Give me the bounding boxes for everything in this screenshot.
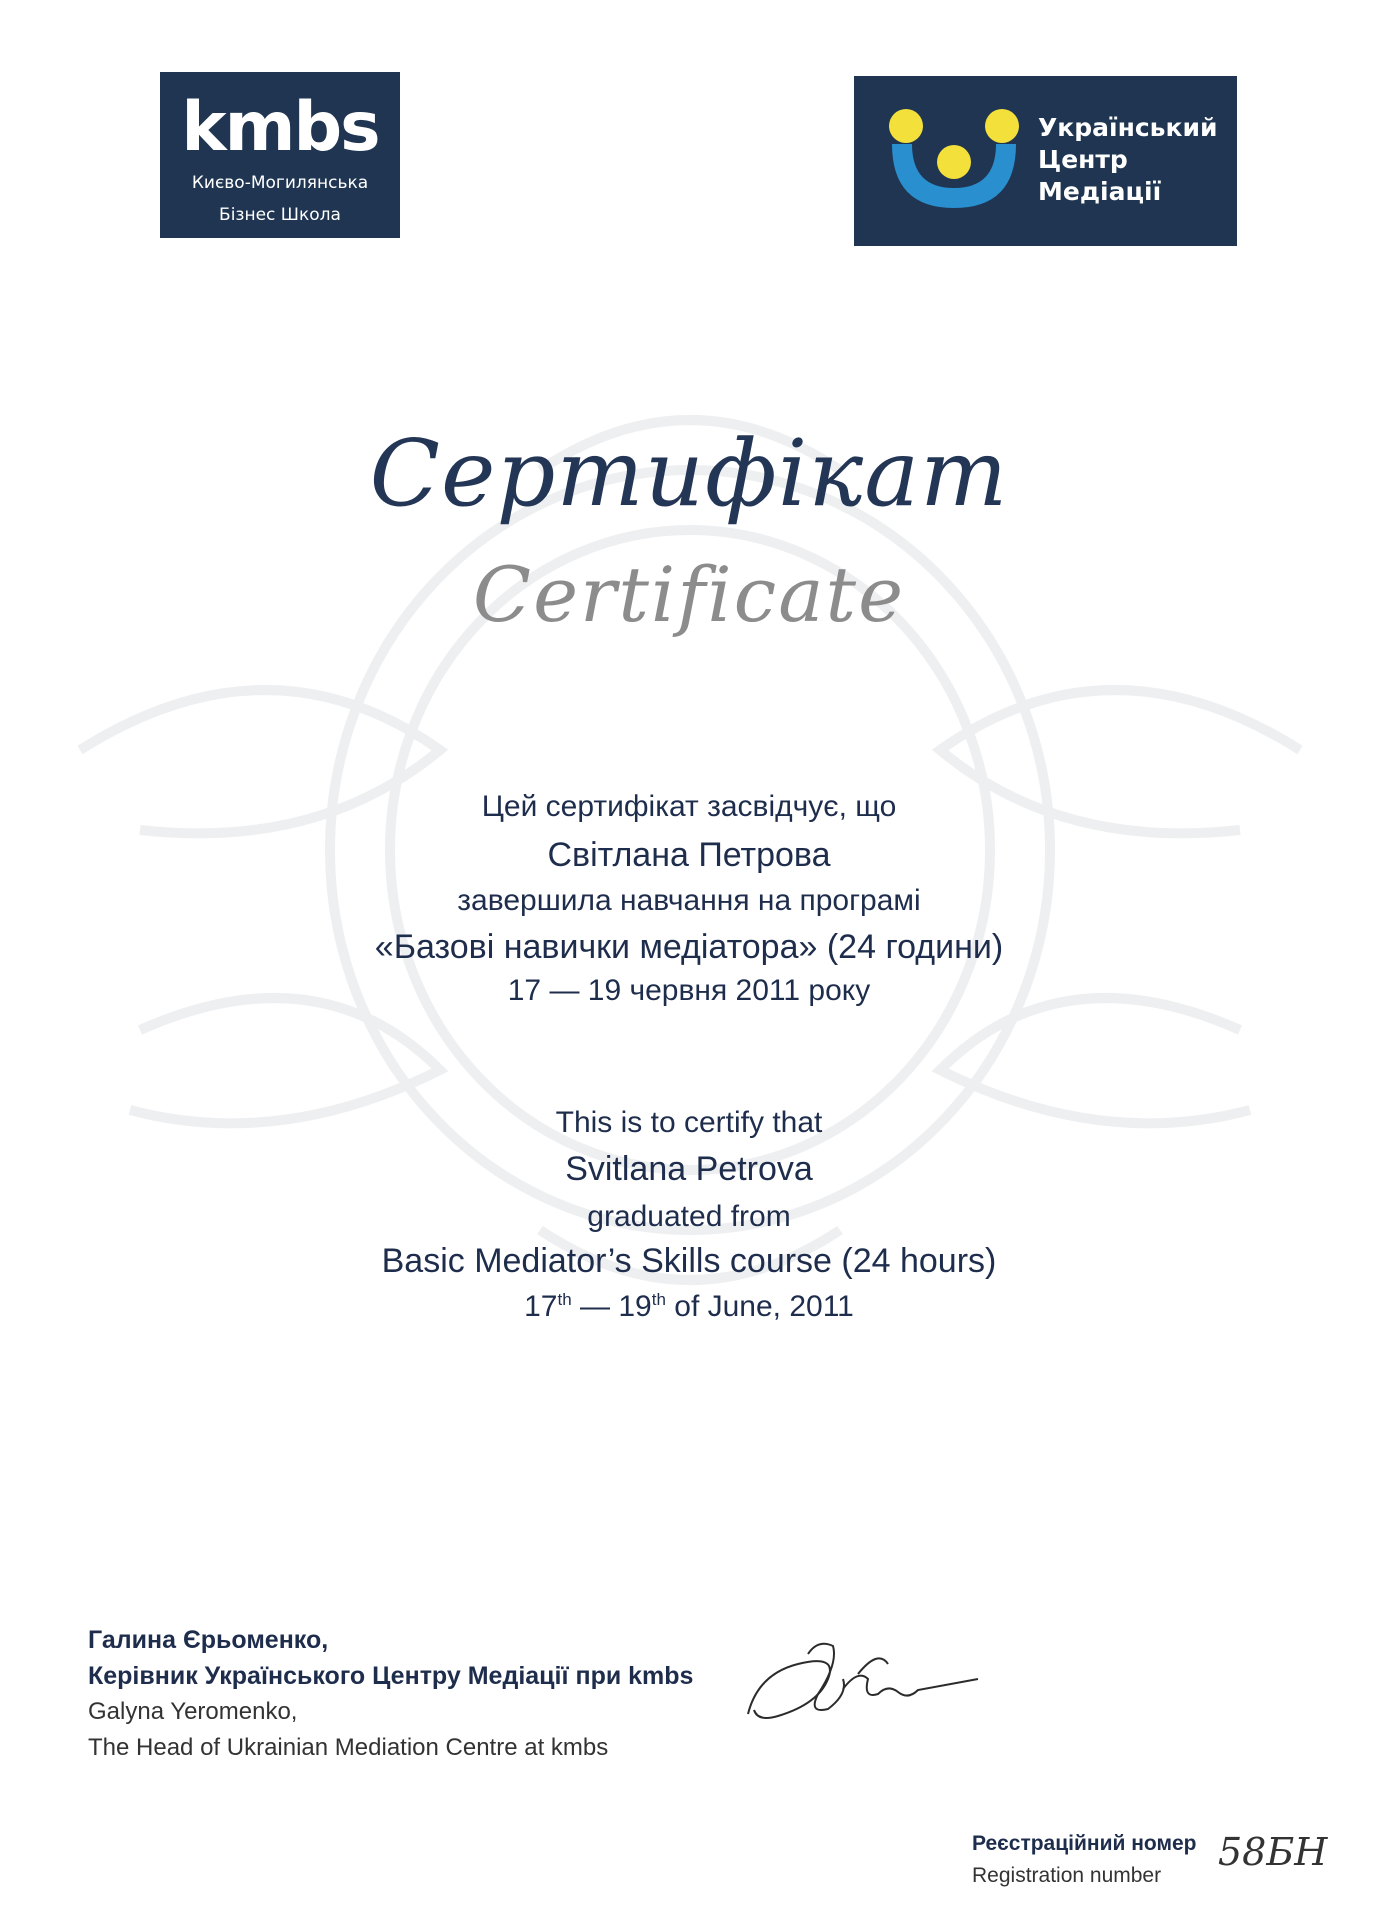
signer-name-ua: Галина Єрьоменко, — [88, 1626, 329, 1654]
ua-intro: Цей сертифікат засвідчує, що — [481, 790, 897, 823]
kmbs-logo — [160, 72, 400, 238]
handwritten-signature — [738, 1634, 988, 1744]
en-recipient-name: Svitlana Petrova — [565, 1150, 813, 1188]
registration-number: 58БН — [1218, 1830, 1328, 1874]
mediation-emblem-icon — [884, 104, 1024, 214]
registration-label-ua: Реєстраційний номер — [972, 1832, 1197, 1855]
en-intro: This is to certify that — [555, 1106, 823, 1139]
ucm-name — [1038, 112, 1217, 208]
ua-course: «Базові навички медіатора» (24 години) — [374, 928, 1004, 966]
signer-name-en: Galyna Yeromenko, — [88, 1698, 298, 1725]
certificate-title-en: Certificate — [472, 550, 906, 639]
en-course: Basic Mediator’s Skills course (24 hours) — [381, 1242, 997, 1280]
signer-role-en: The Head of Ukrainian Mediation Centre at kmbs — [88, 1734, 609, 1761]
ucm-name-line3: Медіації — [1038, 177, 1162, 206]
en-date-tail: of June, 2011 — [665, 1290, 854, 1323]
ua-dates: 17 — 19 червня 2011 року — [507, 974, 871, 1007]
en-date-end-suffix: th — [651, 1290, 666, 1309]
registration-label-en: Registration number — [972, 1864, 1162, 1887]
ucm-name-line1: Український — [1038, 113, 1218, 142]
kmbs-brand: kmbs — [181, 88, 379, 167]
signer-block — [88, 1622, 693, 1766]
ua-action: завершила навчання на програмі — [457, 884, 921, 917]
certificate-title-ua: Сертифікат — [369, 420, 1009, 527]
en-date-start-suffix: th — [557, 1290, 572, 1309]
en-dates — [0, 1290, 1378, 1324]
en-action: graduated from — [587, 1200, 791, 1233]
ukrainian-mediation-centre-logo — [854, 76, 1237, 246]
kmbs-subtitle-line2: Бізнес Школа — [219, 205, 341, 225]
ucm-name-line2: Центр — [1038, 145, 1128, 174]
en-date-end: 19 — [618, 1290, 652, 1323]
registration-block — [972, 1828, 1197, 1892]
signer-role-ua: Керівник Українського Центру Медіації при kmbs — [88, 1662, 694, 1690]
en-date-separator: — — [571, 1290, 619, 1323]
en-date-start: 17 — [524, 1290, 558, 1323]
kmbs-subtitle-line1: Києво-Могилянська — [191, 173, 369, 193]
ua-recipient-name: Світлана Петрова — [547, 836, 831, 874]
